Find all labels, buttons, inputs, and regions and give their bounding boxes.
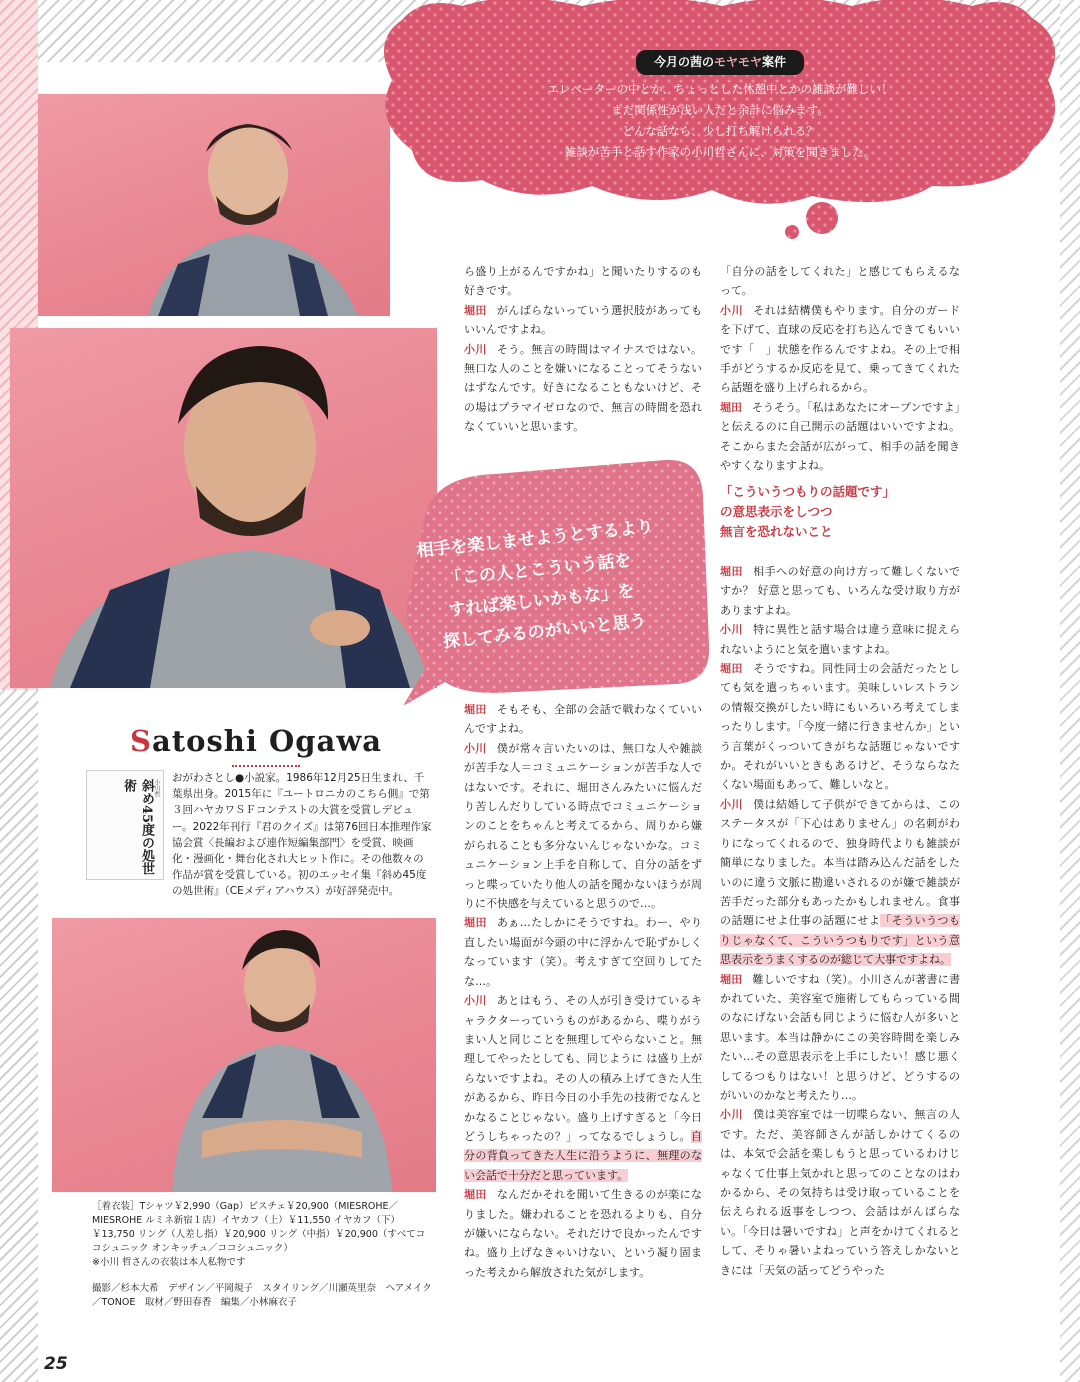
- dialogue-paragraph: [720, 1105, 960, 1280]
- dialogue-text: そもそも、全部の会話で戦わなくていいんですよね。: [464, 703, 703, 736]
- speaker-label: 小川: [720, 797, 744, 811]
- dialogue-paragraph: [720, 620, 960, 659]
- speaker-label: 堀田: [464, 303, 487, 317]
- dialogue-paragraph: [464, 262, 702, 301]
- dialogue-paragraph: [720, 795, 960, 970]
- dialogue-text: 相手への好意の向け方って難しくないですか？ 好意と思っても、いろんな受け取り方がありますよね。: [720, 565, 961, 617]
- column-b-bottom: [720, 562, 960, 1280]
- name-rest: atoshi Ogawa: [151, 724, 383, 758]
- portrait-photo-middle: [10, 328, 437, 688]
- portrait-figure-bottom: [52, 918, 436, 1192]
- pull-quote-line-2: 「この人とこういう話を: [444, 550, 633, 590]
- portrait-photo-top: [38, 94, 390, 316]
- dialogue-text: そう。無言の時間はマイナスではない。無口な人のことを嫌いになることってそうないはずなんです。好きになることもないけど、その場はプラマイゼロなので、無言の時間を恐れなくていいと思います。: [464, 342, 703, 434]
- author-name-title: [130, 724, 420, 758]
- dialogue-text: 僕は美容室では一切喋らない、無言の人です。ただ、美容師さんが話しかけてくるのは、本気で会話を楽しもうと思っているわけじゃなくて仕事上気かれと思ってのことなのはわかるから、その気持ちは受け取っていることを伝えられる返事をしつつ、会話はがんばらない。「今日は暑いですね」と声をかけてくれるとして、そりゃ暑いよねっていう答えしかないときには「天気の話ってどうやった: [720, 1108, 961, 1277]
- column-a-top: [464, 262, 702, 437]
- book-cover: [86, 770, 164, 880]
- book-title: 斜め45度の処世術: [121, 779, 154, 876]
- dialogue-text: なんだかそれを聞いて生きるのが楽になりました。嫌われることを恐れるよりも、自分が嫌いにならない。それだけで良かったんですね。盛り上げなきゃいけない、という凝り固まった考えから解放された気がします。: [464, 1188, 703, 1279]
- credits-staff: 撮影／杉本大希 デザイン／平岡規子 スタイリング／川瀬英里奈 ヘアメイク／TONOE 取材／野田春香 編集／小林麻衣子: [92, 1283, 432, 1308]
- highlighted-text: 自分の背負ってきた人生に沿うように、無理のない会話で十分だと思っています。: [464, 1129, 702, 1182]
- speaker-label: 堀田: [464, 916, 487, 930]
- dialogue-paragraph: [720, 659, 960, 795]
- dialogue-paragraph: [464, 1185, 702, 1282]
- credits-wardrobe: ［着衣装］Tシャツ￥2,990（Gap）ビスチェ￥20,900（MIESROHE／MIESROHE ルミネ新宿１店）イヤカフ（上）￥11,550 イヤカフ（下）￥13,750 リング（人差し指）￥20,900 リング（中指）￥20,900（すべてココシュニック オンキッチュ／ココシュニック）: [92, 1201, 426, 1254]
- dialogue-text: 特に異性と話す場合は違う意味に捉えられないようにと気を遣いますよね。: [720, 623, 961, 656]
- speaker-label: 小川: [464, 741, 487, 755]
- credits: [92, 1200, 432, 1310]
- header-title-prefix: 今月の茜の: [653, 55, 714, 69]
- pull-quote-line-1: 相手を楽しませようとするより: [415, 516, 655, 562]
- pull-quote-line-3: すれば楽しいかもな」を: [447, 581, 636, 621]
- header-line-4: 雑談が苦手と話す作家の小川哲さんに、対策を聞きました。: [564, 145, 876, 159]
- speaker-label: 小川: [464, 994, 487, 1008]
- portrait-figure-top: [38, 94, 390, 316]
- header-line-1: エレベーターの中とか、ちょっとした休憩中とかの雑談が難しい！: [547, 82, 893, 96]
- dialogue-text: それは結構僕もやります。自分のガードを下げて、直球の反応を打ち込んできてもいいです「 」状態を作るんですよね。その上で相手がどうするか反応を見て、乗ってきてくれたら話題を盛り上げられるから。: [720, 303, 961, 395]
- dialogue-text: そうですね。同性同士の会話だったとしても気を遣っちゃいます。美味しいレストランの情報交換がしたい時にもいろいろ考えてしまったりします。「今度一緒に行きませんか」という言葉がくっついてきがちな話題じゃないですか。それがいいときもあるけど、そうならなたくない場面もあって、難しいなと。: [720, 662, 961, 792]
- dialogue-text: あとはもう、その人が引き受けているキャラクターっていうものがあるから、喋りがうまい人と同じことを無理してやらないこと。無理してやったとしても、同じように は盛り上がらないですよね。その人の積み上げてきた人生があるから、昨日今日の小手先の技術でなんとかなることじゃない。盛り上げすぎると「今日どうしちゃったの？」ってなるでしょうし。: [464, 994, 703, 1143]
- column-a-bottom: [464, 700, 702, 1282]
- dialogue-paragraph: [464, 700, 702, 739]
- dialogue-paragraph: [720, 301, 960, 398]
- dialogue-paragraph: [720, 562, 960, 620]
- speaker-label: 堀田: [720, 400, 742, 414]
- dialogue-paragraph: [464, 913, 702, 991]
- dialogue-text: 僕が常々言いたいのは、無口な人や雑談が苦手な人＝コミュニケーションが苦手な人ではないです。それに、堀田さんみたいに悩んだり苦しんだりしている時点でコミュニケーションのことをちゃんと考えてるから、周りから嫌がられることも多分ないんじゃないかな。コミュニケーション上手を自称して、自分の話をずっと喋っていたり他人の話を聞かないほうが周りに不快感を与えていると思うので…。: [464, 741, 703, 911]
- sub-heading: [720, 482, 970, 542]
- speaker-label: 小川: [720, 623, 744, 637]
- header-title-suffix: 案件: [762, 55, 787, 69]
- dialogue-paragraph: [464, 340, 702, 437]
- dialogue-text: ら盛り上がるんですかね」と聞いたりするのも好きです。: [464, 265, 702, 298]
- book-author: 小川哲: [153, 779, 160, 797]
- dialogue-paragraph: [464, 991, 702, 1185]
- dialogue-paragraph: [464, 739, 702, 914]
- author-profile: おがわさとし●小説家。1986年12月25日生まれ、千葉県出身。2015年に『ユートロニカのこちら側』で第３回ハヤカワＳＦコンテストの大賞を受賞しデビュー。2022年刊行『君のクイズ』は第76回日本推理作家協会賞〈長編および連作短編集部門〉を受賞、映画化・漫画化・舞台化され大ヒット作に。その他数々の作品が賞を受賞している。初のエッセイ集『斜め45度の処世術』（CEメディアハウス）が好評発売中。: [172, 772, 432, 898]
- highlighted-text: 「そういうつもりじゃなくて、こういうつもりです」という意思表示をうまくするのが総じて大事ですよね。: [720, 914, 961, 967]
- speaker-label: 堀田: [720, 662, 744, 676]
- portrait-figure-middle: [10, 328, 437, 688]
- dialogue-text: 僕は結婚して子供ができてからは、このステータスが「下心はありません」の名刺がわりになってくれるので、独身時代よりも雑談が簡単になりました。本当は踏み込んだ話をしたいのに違う文脈に勘違いされるのが嫌で雑談が苦手だった部分もあったかもしれません。食事の話題にせよ仕事の話題にせよ: [720, 797, 961, 928]
- portrait-photo-bottom: [52, 918, 436, 1192]
- dialogue-text: あぁ…たしかにそうですね。わー、やり直したい場面が今頭の中に浮かんで恥ずかしくなっています（笑）。考えすぎて空回りしてたな…。: [464, 916, 703, 988]
- name-dotted-underline: [232, 765, 300, 767]
- dialogue-text: 「自分の話をしてくれた」と感じてもらえるなって。: [720, 265, 960, 298]
- speaker-label: 堀田: [720, 972, 743, 986]
- dialogue-text: 難しいですね（笑）。小川さんが著書に書かれていた、美容室で施術してもらっている間のなにげない会話も同じように悩む人が多いと思います。本当は静かにこの美容時間を楽しみたい…その意思表示を上手にしたい！感じ悪くしてるつもりはない！と思うけど、どうするのがいいのかなと考えたり…。: [720, 972, 961, 1102]
- pull-quote-line-4: 探してみるのがいいと思う: [442, 611, 648, 653]
- sub-heading-line-3: 無言を恐れないこと: [720, 524, 833, 539]
- column-b-top: [720, 262, 960, 475]
- header-bubble-title: [636, 50, 804, 75]
- name-capital: S: [130, 724, 152, 758]
- speaker-label: 小川: [720, 1108, 744, 1122]
- page-number: 25: [44, 1354, 68, 1374]
- credits-note: ※小川 哲さんの衣装は本人私物です: [92, 1257, 246, 1268]
- header-bubble-text: [372, 50, 1068, 163]
- header-title-highlight: モヤモヤ: [713, 55, 762, 69]
- dialogue-paragraph: [720, 970, 960, 1106]
- speaker-label: 堀田: [720, 565, 744, 578]
- dialogue-text: がんばらないっていう選択肢があってもいいんですよね。: [464, 303, 703, 337]
- header-line-3: どんな話なら、少し打ち解けられる？: [622, 124, 818, 138]
- dialogue-text: そうそう。「私はあなたにオープンですよ」と伝えるのに自己開示の話題はいいですよね。そこからまた会話が広がって、相手の話を聞きやすくなりますよね。: [720, 400, 961, 473]
- speaker-label: 小川: [720, 303, 744, 317]
- dialogue-paragraph: [720, 262, 960, 301]
- speaker-label: 堀田: [464, 1188, 487, 1202]
- header-line-2: まだ関係性が浅い人だと余計に悩みます。: [611, 103, 829, 117]
- dialogue-paragraph: [720, 398, 960, 476]
- sub-heading-line-2: の意思表示をしつつ: [720, 504, 833, 519]
- speaker-label: 小川: [464, 342, 487, 356]
- sub-heading-line-1: 「こういうつもりの話題です」: [720, 484, 896, 499]
- dialogue-paragraph: [464, 301, 702, 340]
- speaker-label: 堀田: [464, 703, 487, 716]
